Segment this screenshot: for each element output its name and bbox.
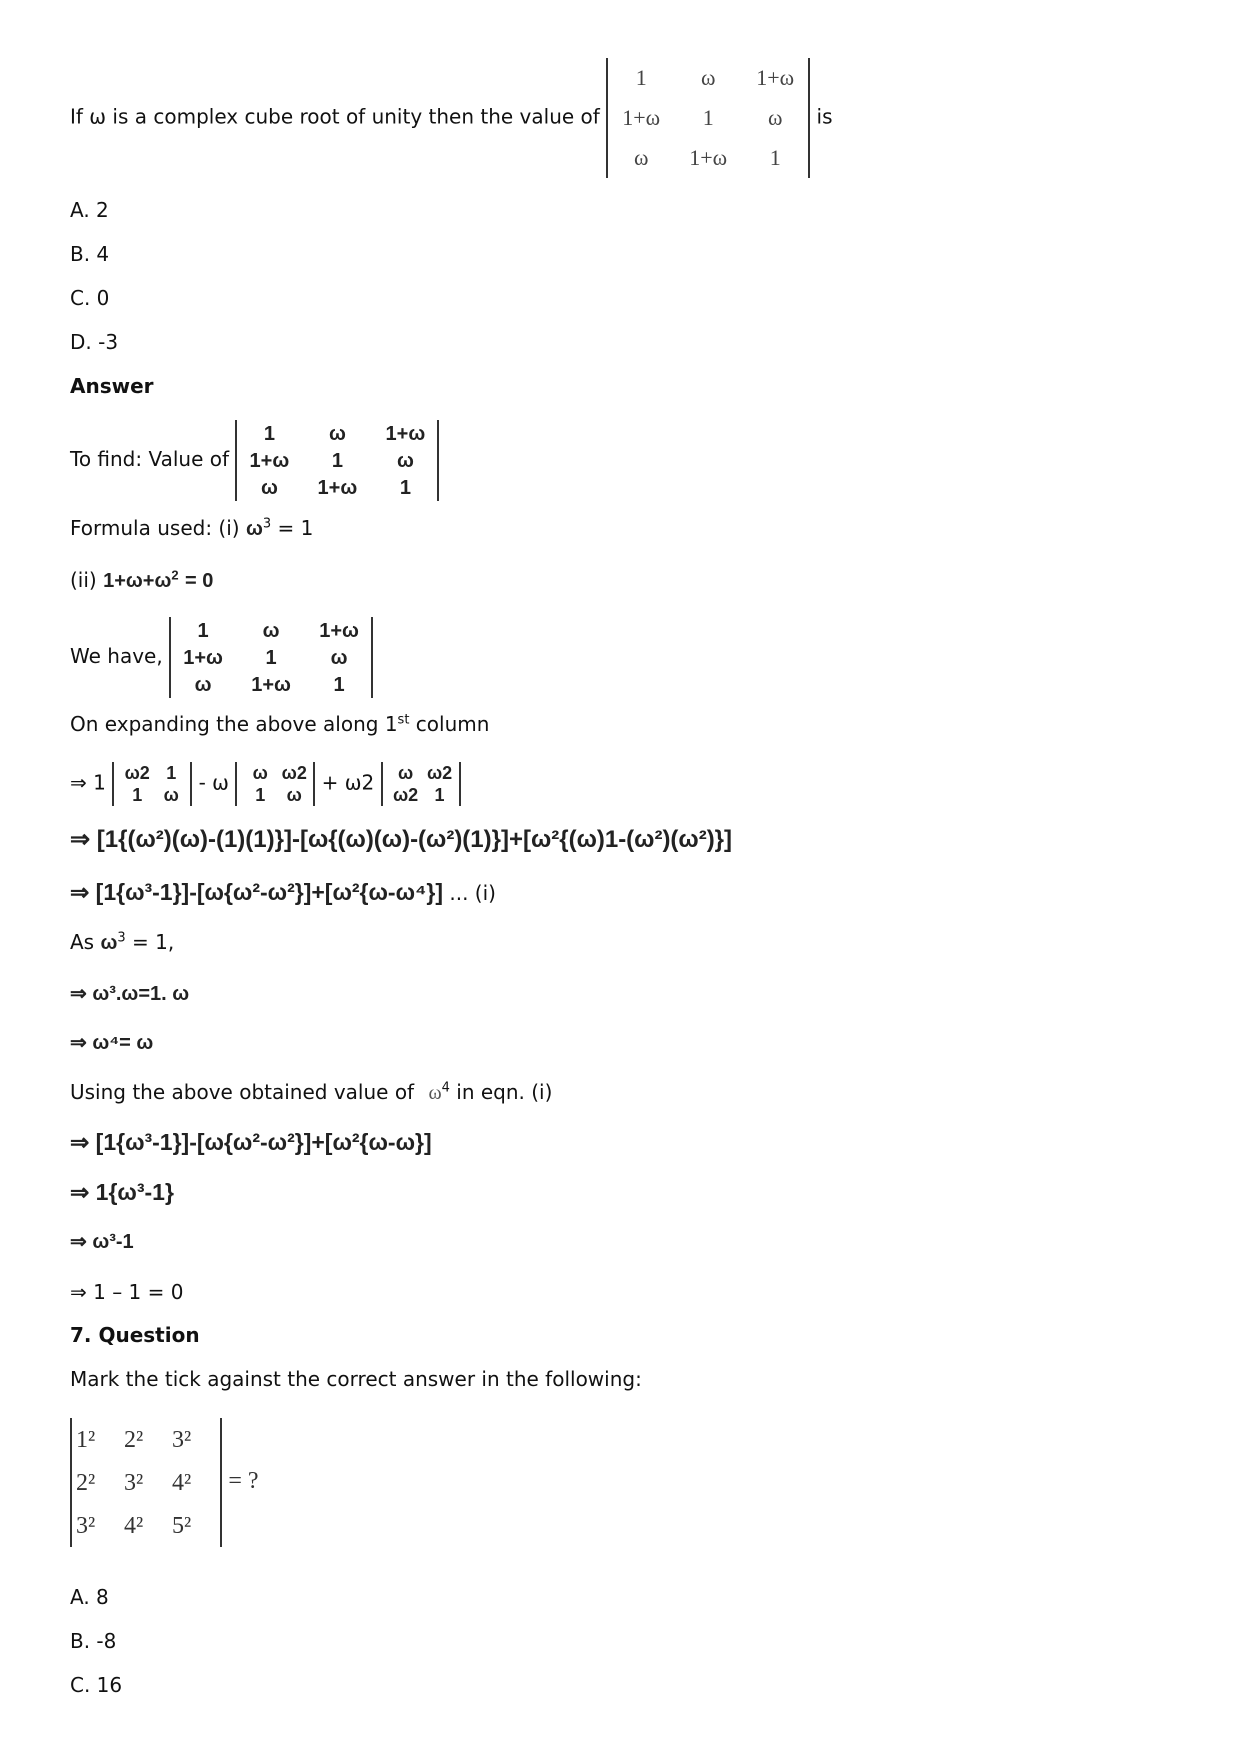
minor-determinant-1	[112, 762, 192, 806]
using-text: Using the above obtained value of	[70, 1080, 415, 1104]
determinant-omega	[606, 58, 810, 178]
question-suffix: is	[816, 104, 833, 129]
determinant-omega	[235, 420, 439, 501]
step-2: ⇒ [1{(ω²)(ω)-(1)(1)}]-[ω{(ω)(ω)-(ω²)(1)}]+[ω²{(ω)1-(ω²)(ω²)}]	[70, 826, 733, 853]
q7-option-b: B. -8	[70, 1629, 117, 1653]
matrix-cell: ω	[396, 449, 414, 472]
matrix-cell: ω	[260, 476, 278, 499]
formula-line-1	[70, 516, 313, 541]
formula-line-2	[70, 568, 213, 593]
determinant-omega	[169, 617, 373, 698]
matrix-cell: 4²	[172, 1469, 192, 1496]
option-c: C. 0	[70, 286, 110, 310]
step-3: ⇒ [1{ω³-1}]-[ω{ω²-ω²}]+[ω²{ω-ω⁴}]	[70, 879, 443, 905]
matrix-cell: ω	[328, 422, 346, 445]
matrix-cell: 2²	[124, 1426, 144, 1453]
matrix-cell: 1	[197, 619, 209, 642]
step-3-line	[70, 880, 496, 905]
option-a: A. 2	[70, 198, 109, 222]
matrix-cell: 1+ω	[689, 145, 728, 170]
step-operator: + ω2	[321, 770, 375, 795]
matrix-cell: ω	[397, 763, 414, 783]
minor-determinant-3	[381, 762, 461, 806]
matrix-cell: ω	[262, 619, 280, 642]
matrix-cell: 3²	[76, 1512, 96, 1539]
matrix-cell: 1	[255, 785, 266, 805]
matrix-cell: 2²	[76, 1469, 96, 1496]
question-7-text: Mark the tick against the correct answer in the following:	[70, 1367, 642, 1391]
minor-determinant-2	[235, 762, 315, 806]
matrix-cell: 1+ω	[251, 673, 291, 696]
matrix-cell: ω	[767, 105, 783, 130]
matrix-cell: ω2	[281, 763, 307, 783]
matrix-cell: 1	[333, 673, 345, 696]
as-line	[70, 930, 174, 955]
matrix-cell: 4²	[124, 1512, 144, 1539]
answer-heading: Answer	[70, 374, 154, 398]
matrix-cell: ω	[163, 785, 179, 805]
matrix-cell: 3²	[172, 1426, 192, 1453]
matrix-cell: 1+ω	[317, 476, 358, 499]
determinant-squares	[70, 1418, 222, 1547]
matrix-cell: 1	[769, 145, 781, 170]
expand-line	[70, 712, 489, 736]
formula-exponent: 2	[171, 567, 179, 583]
matrix-cell: 1+ω	[249, 449, 290, 472]
step-5: ⇒ ω⁴= ω	[70, 1032, 154, 1054]
omega-symbol: ω	[428, 1082, 442, 1104]
matrix-cell: 1	[434, 785, 445, 805]
matrix-cell: ω	[330, 646, 348, 669]
question-text: If ω is a complex cube root of unity then the value of	[70, 104, 600, 129]
matrix-cell: ω	[700, 65, 716, 90]
matrix-cell: ω2	[426, 763, 453, 783]
exponent: 4	[441, 1080, 450, 1096]
determinant-rhs: = ?	[228, 1468, 259, 1494]
matrix-cell: 3²	[124, 1469, 144, 1496]
expand-text-end: column	[415, 712, 490, 736]
matrix-cell: 1+ω	[319, 619, 359, 642]
step-6: ⇒ [1{ω³-1}]-[ω{ω²-ω²}]+[ω²{ω-ω}]	[70, 1129, 432, 1155]
as-rhs: = 1,	[132, 930, 175, 954]
matrix-cell: ω2	[124, 763, 150, 783]
option-b: B. 4	[70, 242, 110, 266]
equation-label: ... (i)	[449, 881, 496, 905]
step-1	[70, 762, 461, 806]
step-prefix: ⇒ 1	[70, 770, 106, 795]
matrix-cell: 1	[702, 105, 714, 130]
matrix-cell: 1	[166, 763, 177, 783]
matrix-cell: 1	[265, 646, 277, 669]
matrix-cell: 1+ω	[385, 422, 426, 445]
question-7-determinant-line	[70, 1418, 259, 1547]
q7-option-c: C. 16	[70, 1673, 123, 1697]
exponent: 3	[117, 930, 126, 946]
matrix-cell: ω	[633, 145, 649, 170]
ordinal-suffix: st	[397, 712, 410, 728]
we-have-text: We have,	[70, 644, 163, 668]
step-8: ⇒ ω³-1	[70, 1231, 134, 1253]
to-find-text: To find: Value of	[70, 447, 230, 471]
matrix-cell: 1+ω	[756, 65, 795, 90]
formula-rhs: = 1	[277, 516, 314, 540]
omega-symbol: ω	[100, 932, 118, 954]
matrix-cell: 5²	[172, 1512, 192, 1539]
matrix-cell: 1+ω	[622, 105, 661, 130]
using-text-end: in eqn. (i)	[456, 1080, 553, 1104]
formula-exponent: 3	[262, 516, 272, 532]
q7-option-a: A. 8	[70, 1585, 109, 1609]
step-operator: - ω	[198, 770, 229, 795]
formula-expression: 1+ω+ω	[103, 570, 172, 592]
question-line	[70, 58, 833, 178]
matrix-cell: 1	[331, 449, 343, 472]
step-9: ⇒ 1 – 1 = 0	[70, 1280, 184, 1304]
option-d: D. -3	[70, 330, 119, 354]
we-have-line	[70, 617, 373, 698]
step-4: ⇒ ω³.ω=1. ω	[70, 983, 190, 1005]
matrix-cell: ω	[286, 785, 302, 805]
step-7: ⇒ 1{ω³-1}	[70, 1179, 174, 1205]
matrix-cell: 1	[263, 422, 275, 445]
formula-label: Formula used: (i)	[70, 516, 240, 540]
formula-rhs: = 0	[184, 570, 214, 592]
to-find-line	[70, 420, 439, 501]
matrix-cell: 1+ω	[183, 646, 223, 669]
matrix-cell: ω	[194, 673, 212, 696]
as-text: As	[70, 930, 95, 954]
matrix-cell: 1	[635, 65, 647, 90]
matrix-cell: 1	[399, 476, 411, 499]
question-7-heading: 7. Question	[70, 1323, 200, 1347]
formula-omega: ω	[245, 518, 263, 540]
matrix-cell: 1	[132, 785, 143, 805]
matrix-cell: ω	[252, 763, 268, 783]
matrix-cell: 1²	[76, 1426, 96, 1453]
using-line	[70, 1080, 552, 1105]
formula-label: (ii)	[70, 568, 97, 592]
matrix-cell: ω2	[392, 785, 419, 805]
expand-text: On expanding the above along 1	[70, 712, 398, 736]
